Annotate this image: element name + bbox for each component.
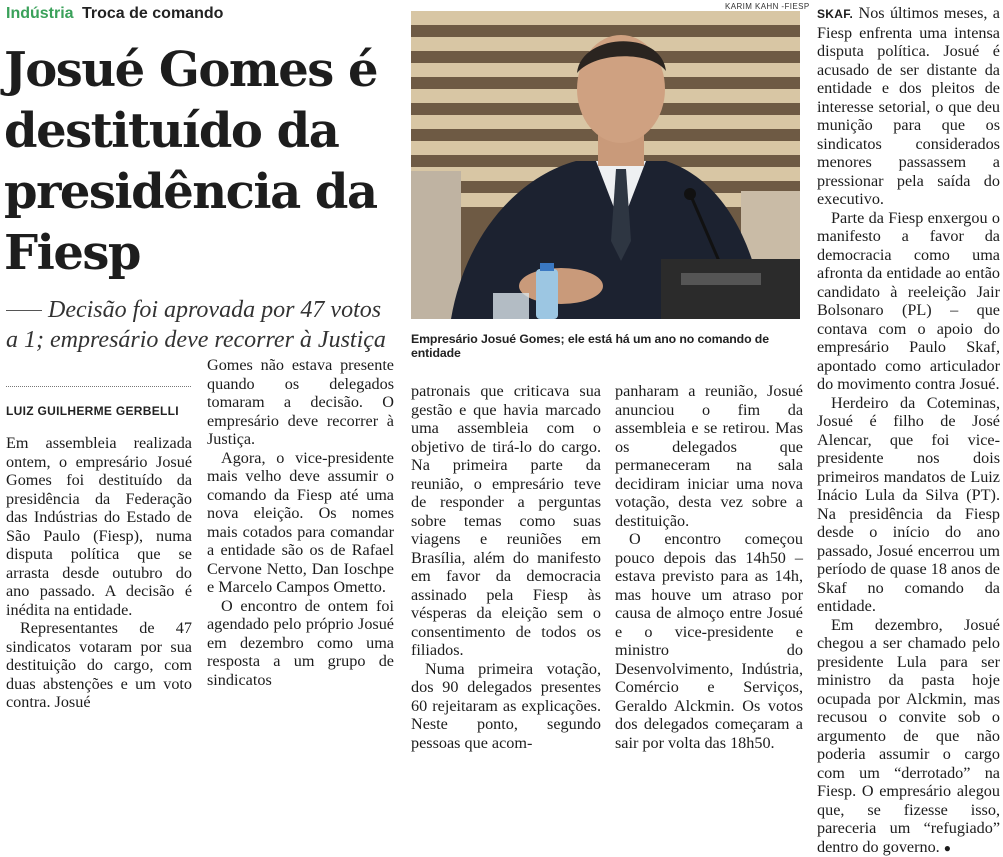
paragraph: Representantes de 47 sindicatos votaram por sua destituição do cargo, com duas abstenções e um voto contra. Josué <box>6 619 192 712</box>
paragraph-text: Nos últimos meses, a Fiesp enfrenta uma intensa disputa política. Josué é acusado de ser distante da entidade e dos pleitos de interesse setorial, o que deu munição para que os sindicatos considerados menores passassem a pressionar pela saída do executivo. <box>817 4 1000 208</box>
photo-credit: KARIM KAHN -FIESP <box>725 2 810 11</box>
section-kicker: Troca de comando <box>82 5 223 22</box>
subhead-rule <box>6 310 42 311</box>
byline-divider <box>6 386 191 387</box>
paragraph: O encontro de ontem foi agendado pelo próprio Josué em dezembro como uma resposta a um grupo de sindicatos <box>207 597 394 690</box>
paragraph <box>817 4 1000 209</box>
paragraph: Herdeiro da Coteminas, Josué é filho de José Alencar, que foi vice-presidente nos dois primeiros mandatos de Luiz Inácio Lula da Silva (PT). Na presidência da Fiesp desde o início do ano passado, Josué encerrou um período de quase 18 anos de Skaf no comando da entidade. <box>817 394 1000 616</box>
subhead <box>6 295 396 355</box>
paragraph: Numa primeira votação, dos 90 delegados presentes 60 rejeitaram as explicações. Neste ponto, segundo pessoas que acom- <box>411 660 601 753</box>
headline: Josué Gomes é destituído da presidência da Fiesp <box>4 40 404 284</box>
byline: LUIZ GUILHERME GERBELLI <box>6 404 179 418</box>
paragraph: Em assembleia realizada ontem, o empresário Josué Gomes foi destituído da presidência da Federação das Indústrias do Estado de São Paulo (Fiesp), numa disputa política que se arrasta desde outubro do ano passado. A decisão é inédita na entidade. <box>6 434 192 619</box>
paragraph: Parte da Fiesp enxergou o manifesto a favor da democracia como uma afronta da entidade ao então candidato à reeleição Jair Bolsonaro (PL) – que contava com o apoio do empresário Paulo Skaf, apontado como articulador do movimento contra Josué. <box>817 209 1000 394</box>
article-column-2 <box>207 356 394 663</box>
subhead-text: Decisão foi aprovada por 47 votos a 1; empresário deve recorrer à Justiça <box>6 297 386 353</box>
paragraph-text: Em dezembro, Josué chegou a ser chamado pelo presidente Lula para ser ministro da pasta hoje ocupada por Alckmin, mas recusou o convite sob o argumento de que não poderia assumir o cargo com um “derrotado” na Fiesp. O empresário alegou que, se fizesse isso, pareceria um “refugiado” dentro do governo. <box>817 616 1000 856</box>
paragraph <box>817 616 1000 857</box>
news-photo <box>411 11 800 319</box>
end-of-article-icon: ● <box>944 841 951 855</box>
paragraph: Gomes não estava presente quando os delegados tomaram a decisão. O empresário deve recorrer à Justiça. <box>207 356 394 449</box>
section-lead-word: SKAF. <box>817 7 853 21</box>
paragraph: O encontro começou pouco depois das 14h50 – estava previsto para as 14h, mas houve um atraso por causa de almoço entre Josué e o vice-presidente e ministro do Desenvolvimento, Indústria, Comércio e Serviços, Geraldo Alckmin. Os votos dos delegados começaram a sair por volta das 18h50. <box>615 530 803 752</box>
article-column-4 <box>615 382 803 663</box>
section-name: Indústria <box>6 5 74 22</box>
photo-caption: Empresário Josué Gomes; ele está há um ano no comando de entidade <box>411 332 803 360</box>
portrait-illustration <box>411 11 800 319</box>
article-column-1 <box>6 434 192 663</box>
paragraph: Agora, o vice-presidente mais velho deve assumir o comando da Fiesp até uma nova eleição. Os nomes mais cotados para comandar a entidade são os de Rafael Cervone Netto, Dan Ioschpe e Marcelo Campos Ometto. <box>207 449 394 597</box>
article-column-3 <box>411 382 601 663</box>
article-column-5 <box>817 4 1000 663</box>
section-header <box>6 4 223 24</box>
paragraph: panharam a reunião, Josué anunciou o fim da assembleia e se retirou. Mas os delegados que permaneceram na sala decidiram iniciar uma nova votação, desta vez sobre a destituição. <box>615 382 803 530</box>
paragraph: patronais que criticava sua gestão e que havia marcado uma assembleia com o objetivo de tirá-lo do cargo. Na primeira parte da reunião, o empresário teve de responder a perguntas sobre temas como suas viagens e reuniões em Brasília, além do manifesto em favor da democracia assinado pela Fiesp às vésperas da eleição sem o consentimento de todos os filiados. <box>411 382 601 660</box>
